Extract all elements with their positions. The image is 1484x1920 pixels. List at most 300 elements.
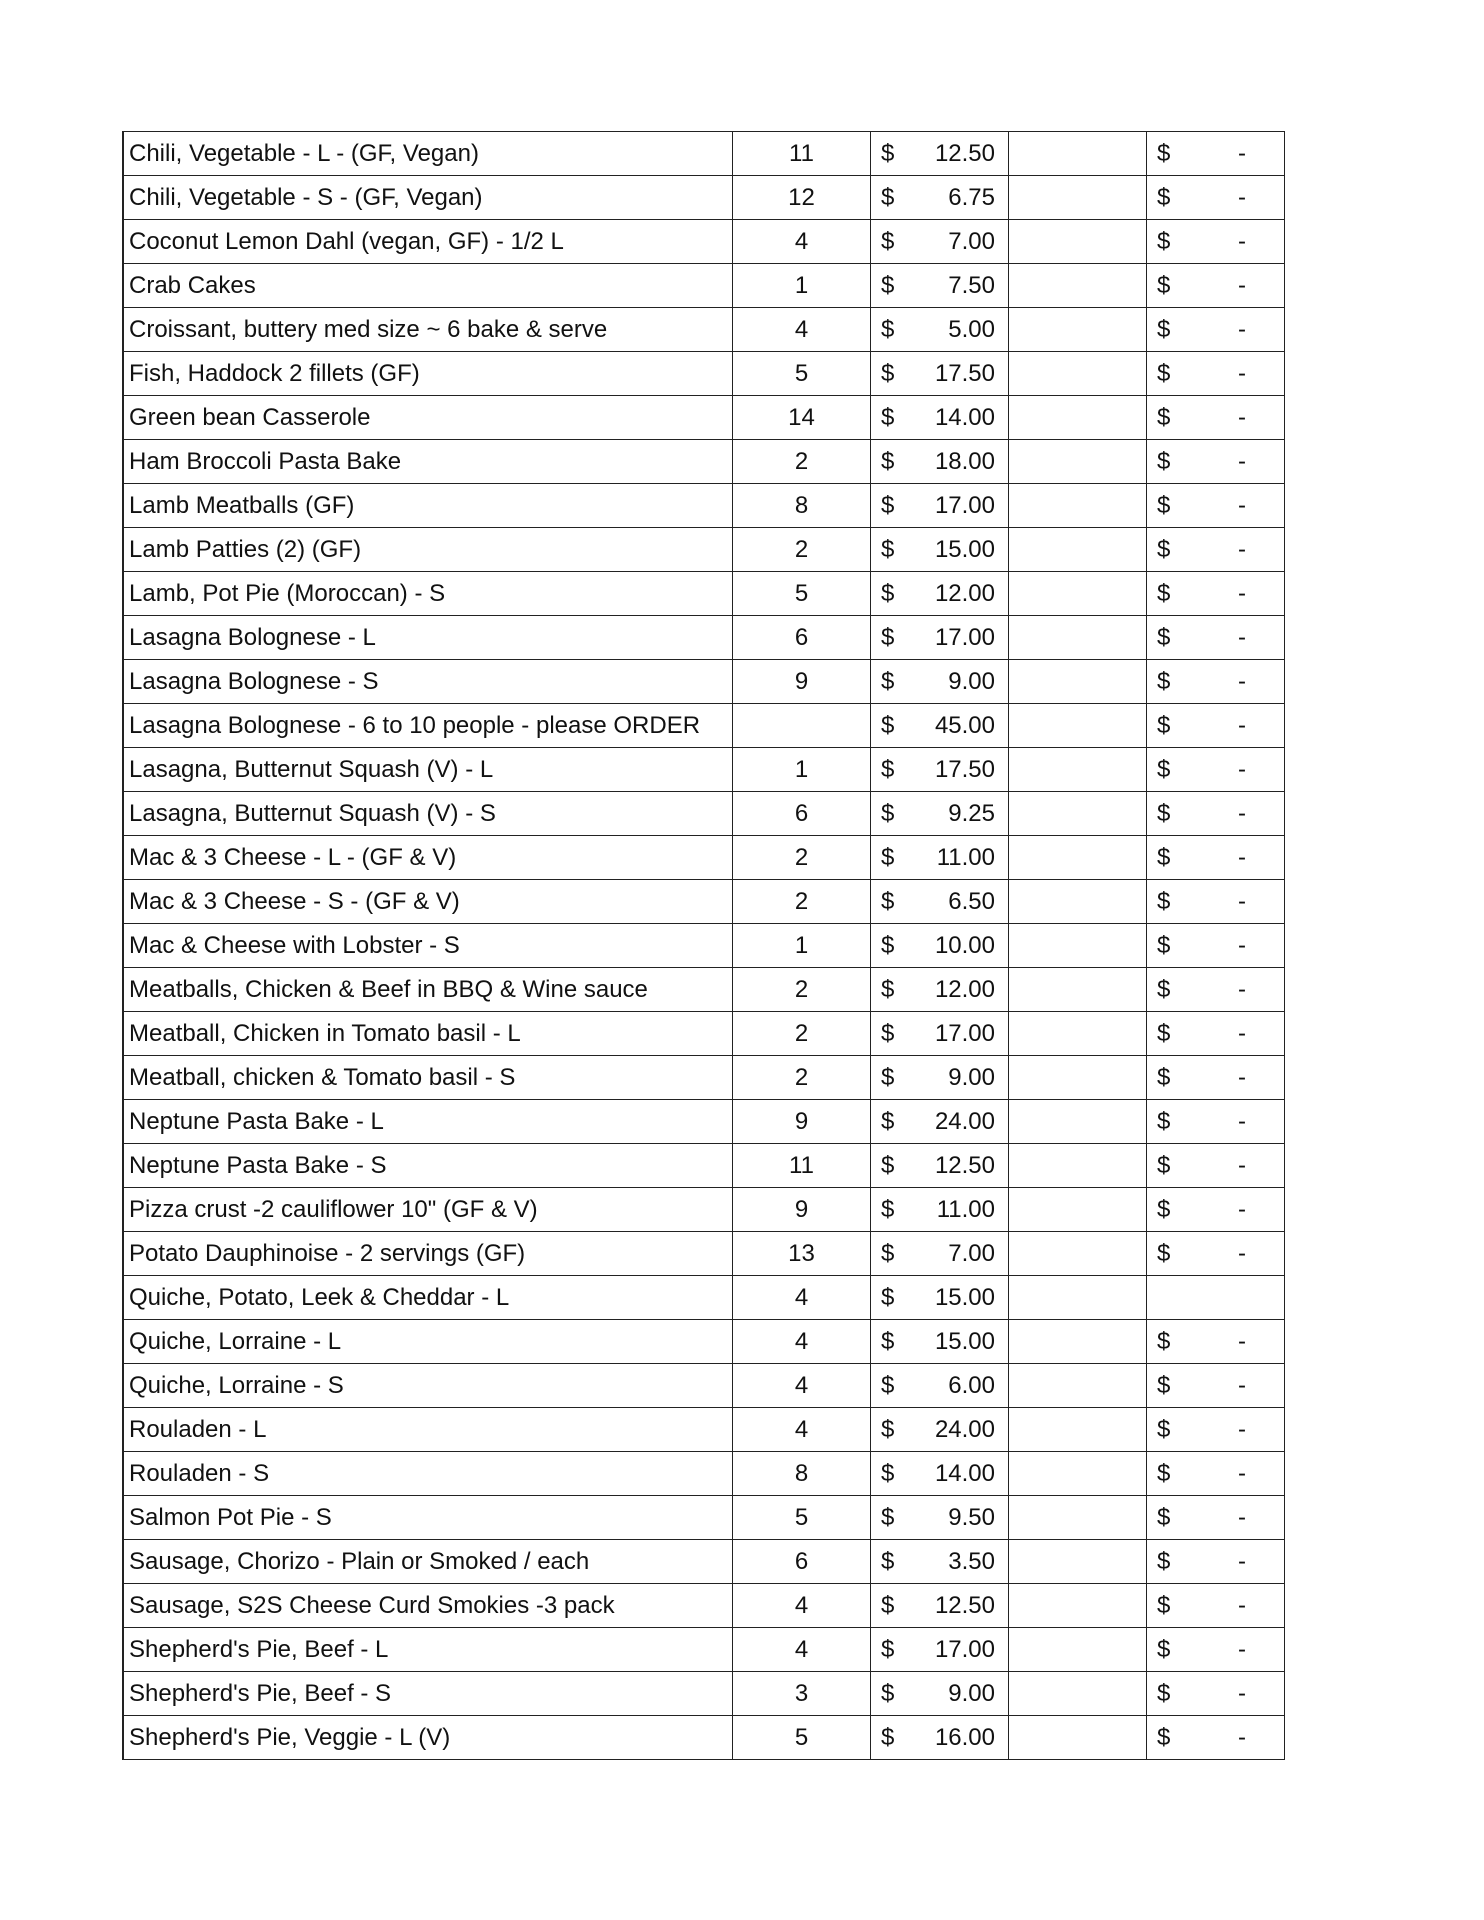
line-total-value: - <box>1238 712 1246 739</box>
quantity-cell: 4 <box>733 1584 871 1628</box>
menu-price-table <box>122 131 1285 1760</box>
price-cell <box>871 1012 1009 1056</box>
order-quantity-cell[interactable] <box>1009 836 1147 880</box>
table-row <box>123 1496 1285 1540</box>
currency-symbol: $ <box>1157 1328 1171 1355</box>
line-total-value: - <box>1238 1724 1246 1751</box>
currency-symbol: $ <box>881 228 895 255</box>
currency-symbol: $ <box>881 1152 895 1179</box>
currency-symbol: $ <box>1157 1504 1171 1531</box>
item-name-cell: Potato Dauphinoise - 2 servings (GF) <box>123 1232 733 1276</box>
order-quantity-cell[interactable] <box>1009 660 1147 704</box>
line-total-value: - <box>1238 668 1246 695</box>
price-cell <box>871 836 1009 880</box>
quantity-cell: 2 <box>733 1012 871 1056</box>
currency-symbol: $ <box>1157 1460 1171 1487</box>
line-total-value: - <box>1238 1152 1246 1179</box>
quantity-cell: 4 <box>733 1408 871 1452</box>
order-quantity-cell[interactable] <box>1009 1584 1147 1628</box>
table-row <box>123 1716 1285 1760</box>
currency-symbol: $ <box>1157 404 1171 431</box>
price-cell <box>871 880 1009 924</box>
line-total-value: - <box>1238 1372 1246 1399</box>
currency-symbol: $ <box>1157 1020 1171 1047</box>
quantity-cell: 6 <box>733 1540 871 1584</box>
item-name-cell: Lamb Patties (2) (GF) <box>123 528 733 572</box>
quantity-cell: 8 <box>733 1452 871 1496</box>
price-cell <box>871 528 1009 572</box>
currency-symbol: $ <box>1157 580 1171 607</box>
price-amount: 7.00 <box>948 228 995 255</box>
line-total-value: - <box>1238 1548 1246 1575</box>
order-quantity-cell[interactable] <box>1009 1056 1147 1100</box>
table-row <box>123 352 1285 396</box>
quantity-cell: 6 <box>733 792 871 836</box>
quantity-cell: 5 <box>733 352 871 396</box>
order-quantity-cell[interactable] <box>1009 1320 1147 1364</box>
quantity-cell: 1 <box>733 924 871 968</box>
quantity-cell: 2 <box>733 528 871 572</box>
line-total-cell <box>1147 1144 1285 1188</box>
line-total-value: - <box>1238 1196 1246 1223</box>
line-total-value: - <box>1238 1240 1246 1267</box>
line-total-cell <box>1147 1628 1285 1672</box>
order-quantity-cell[interactable] <box>1009 1232 1147 1276</box>
line-total-cell <box>1147 1716 1285 1760</box>
price-amount: 6.75 <box>948 184 995 211</box>
order-quantity-cell[interactable] <box>1009 1716 1147 1760</box>
line-total-value: - <box>1238 184 1246 211</box>
line-total-cell <box>1147 924 1285 968</box>
line-total-value: - <box>1238 800 1246 827</box>
price-amount: 15.00 <box>934 536 995 563</box>
order-quantity-cell[interactable] <box>1009 176 1147 220</box>
line-total-cell <box>1147 836 1285 880</box>
price-amount: 6.50 <box>948 888 995 915</box>
table-row <box>123 1012 1285 1056</box>
order-quantity-cell[interactable] <box>1009 572 1147 616</box>
price-cell <box>871 1320 1009 1364</box>
currency-symbol: $ <box>881 1372 895 1399</box>
price-cell <box>871 1056 1009 1100</box>
price-cell <box>871 264 1009 308</box>
currency-symbol: $ <box>881 448 895 475</box>
quantity-cell: 4 <box>733 1320 871 1364</box>
currency-symbol: $ <box>881 184 895 211</box>
price-amount: 14.00 <box>934 404 995 431</box>
currency-symbol: $ <box>881 580 895 607</box>
table-row <box>123 792 1285 836</box>
line-total-value: - <box>1238 492 1246 519</box>
table-row <box>123 484 1285 528</box>
price-cell <box>871 1628 1009 1672</box>
price-amount: 16.00 <box>934 1724 995 1751</box>
quantity-cell: 1 <box>733 264 871 308</box>
line-total-value: - <box>1238 580 1246 607</box>
currency-symbol: $ <box>1157 228 1171 255</box>
price-amount: 17.00 <box>934 492 995 519</box>
line-total-cell <box>1147 968 1285 1012</box>
line-total-cell <box>1147 880 1285 924</box>
currency-symbol: $ <box>1157 1240 1171 1267</box>
currency-symbol: $ <box>1157 1152 1171 1179</box>
order-quantity-cell[interactable] <box>1009 1628 1147 1672</box>
line-total-value: - <box>1238 756 1246 783</box>
currency-symbol: $ <box>1157 1592 1171 1619</box>
currency-symbol: $ <box>881 1328 895 1355</box>
price-amount: 9.25 <box>948 800 995 827</box>
currency-symbol: $ <box>1157 668 1171 695</box>
item-name-cell: Quiche, Lorraine - L <box>123 1320 733 1364</box>
quantity-cell <box>733 704 871 748</box>
quantity-cell: 9 <box>733 1188 871 1232</box>
currency-symbol: $ <box>881 1020 895 1047</box>
currency-symbol: $ <box>1157 756 1171 783</box>
line-total-value: - <box>1238 448 1246 475</box>
order-quantity-cell[interactable] <box>1009 880 1147 924</box>
price-cell <box>871 1496 1009 1540</box>
line-total-value: - <box>1238 1504 1246 1531</box>
currency-symbol: $ <box>881 1196 895 1223</box>
line-total-value: - <box>1238 316 1246 343</box>
price-amount: 9.00 <box>948 1680 995 1707</box>
price-amount: 14.00 <box>934 1460 995 1487</box>
currency-symbol: $ <box>881 1240 895 1267</box>
item-name-cell: Croissant, buttery med size ~ 6 bake & serve <box>123 308 733 352</box>
order-quantity-cell[interactable] <box>1009 1012 1147 1056</box>
order-quantity-cell[interactable] <box>1009 1540 1147 1584</box>
currency-symbol: $ <box>1157 316 1171 343</box>
item-name-cell: Coconut Lemon Dahl (vegan, GF) - 1/2 L <box>123 220 733 264</box>
table-row <box>123 1144 1285 1188</box>
quantity-cell: 2 <box>733 1056 871 1100</box>
order-quantity-cell[interactable] <box>1009 220 1147 264</box>
line-total-value: - <box>1238 228 1246 255</box>
quantity-cell: 5 <box>733 1496 871 1540</box>
table-row <box>123 1672 1285 1716</box>
price-amount: 17.50 <box>934 756 995 783</box>
table-row <box>123 1276 1285 1320</box>
item-name-cell: Rouladen - L <box>123 1408 733 1452</box>
item-name-cell: Shepherd's Pie, Beef - S <box>123 1672 733 1716</box>
price-cell <box>871 792 1009 836</box>
quantity-cell: 9 <box>733 1100 871 1144</box>
table-row <box>123 1408 1285 1452</box>
order-quantity-cell[interactable] <box>1009 132 1147 176</box>
currency-symbol: $ <box>881 756 895 783</box>
currency-symbol: $ <box>1157 844 1171 871</box>
price-amount: 12.50 <box>934 1592 995 1619</box>
currency-symbol: $ <box>881 800 895 827</box>
currency-symbol: $ <box>881 1636 895 1663</box>
line-total-cell <box>1147 1232 1285 1276</box>
price-cell <box>871 924 1009 968</box>
line-total-cell <box>1147 264 1285 308</box>
item-name-cell: Quiche, Potato, Leek & Cheddar - L <box>123 1276 733 1320</box>
line-total-cell <box>1147 792 1285 836</box>
currency-symbol: $ <box>881 140 895 167</box>
order-quantity-cell[interactable] <box>1009 1452 1147 1496</box>
line-total-value: - <box>1238 360 1246 387</box>
price-cell <box>871 616 1009 660</box>
currency-symbol: $ <box>881 932 895 959</box>
price-amount: 12.50 <box>934 140 995 167</box>
currency-symbol: $ <box>881 360 895 387</box>
line-total-cell <box>1147 704 1285 748</box>
currency-symbol: $ <box>881 844 895 871</box>
item-name-cell: Crab Cakes <box>123 264 733 308</box>
item-name-cell: Chili, Vegetable - L - (GF, Vegan) <box>123 132 733 176</box>
item-name-cell: Meatballs, Chicken & Beef in BBQ & Wine sauce <box>123 968 733 1012</box>
currency-symbol: $ <box>1157 448 1171 475</box>
order-quantity-cell[interactable] <box>1009 1100 1147 1144</box>
currency-symbol: $ <box>881 1108 895 1135</box>
price-amount: 17.50 <box>934 360 995 387</box>
item-name-cell: Ham Broccoli Pasta Bake <box>123 440 733 484</box>
currency-symbol: $ <box>881 712 895 739</box>
order-quantity-cell[interactable] <box>1009 1276 1147 1320</box>
order-quantity-cell[interactable] <box>1009 1188 1147 1232</box>
currency-symbol: $ <box>881 536 895 563</box>
price-amount: 7.50 <box>948 272 995 299</box>
price-cell <box>871 308 1009 352</box>
order-quantity-cell[interactable] <box>1009 1408 1147 1452</box>
currency-symbol: $ <box>881 1548 895 1575</box>
line-total-cell <box>1147 484 1285 528</box>
table-row <box>123 704 1285 748</box>
price-cell <box>871 176 1009 220</box>
line-total-value: - <box>1238 888 1246 915</box>
line-total-value: - <box>1238 624 1246 651</box>
item-name-cell: Mac & Cheese with Lobster - S <box>123 924 733 968</box>
line-total-cell <box>1147 1188 1285 1232</box>
currency-symbol: $ <box>1157 624 1171 651</box>
currency-symbol: $ <box>1157 1372 1171 1399</box>
order-quantity-cell[interactable] <box>1009 704 1147 748</box>
quantity-cell: 2 <box>733 968 871 1012</box>
table-row <box>123 968 1285 1012</box>
price-amount: 24.00 <box>934 1416 995 1443</box>
price-cell <box>871 1672 1009 1716</box>
currency-symbol: $ <box>1157 1108 1171 1135</box>
price-cell <box>871 220 1009 264</box>
price-amount: 9.00 <box>948 1064 995 1091</box>
order-quantity-cell[interactable] <box>1009 396 1147 440</box>
item-name-cell: Meatball, chicken & Tomato basil - S <box>123 1056 733 1100</box>
line-total-value: - <box>1238 1636 1246 1663</box>
quantity-cell: 4 <box>733 308 871 352</box>
price-amount: 17.00 <box>934 1636 995 1663</box>
order-quantity-cell[interactable] <box>1009 1144 1147 1188</box>
currency-symbol: $ <box>881 1284 895 1311</box>
order-quantity-cell[interactable] <box>1009 968 1147 1012</box>
item-name-cell: Quiche, Lorraine - S <box>123 1364 733 1408</box>
table-row <box>123 396 1285 440</box>
line-total-value: - <box>1238 1680 1246 1707</box>
price-cell <box>871 132 1009 176</box>
price-cell <box>871 484 1009 528</box>
line-total-cell <box>1147 1276 1285 1320</box>
line-total-cell <box>1147 352 1285 396</box>
line-total-value: - <box>1238 1416 1246 1443</box>
order-quantity-cell[interactable] <box>1009 484 1147 528</box>
quantity-cell: 5 <box>733 1716 871 1760</box>
price-amount: 11.00 <box>936 844 995 871</box>
table-row <box>123 308 1285 352</box>
line-total-cell <box>1147 1584 1285 1628</box>
line-total-cell <box>1147 660 1285 704</box>
item-name-cell: Neptune Pasta Bake - L <box>123 1100 733 1144</box>
price-amount: 3.50 <box>948 1548 995 1575</box>
currency-symbol: $ <box>881 404 895 431</box>
price-amount: 17.00 <box>934 624 995 651</box>
line-total-value: - <box>1238 272 1246 299</box>
price-cell <box>871 1716 1009 1760</box>
price-amount: 15.00 <box>934 1328 995 1355</box>
table-row <box>123 1452 1285 1496</box>
price-amount: 12.00 <box>934 580 995 607</box>
line-total-value: - <box>1238 976 1246 1003</box>
item-name-cell: Neptune Pasta Bake - S <box>123 1144 733 1188</box>
currency-symbol: $ <box>1157 932 1171 959</box>
menu-table-body <box>123 132 1285 1760</box>
order-quantity-cell[interactable] <box>1009 616 1147 660</box>
currency-symbol: $ <box>1157 360 1171 387</box>
line-total-value: - <box>1238 1592 1246 1619</box>
price-cell <box>871 968 1009 1012</box>
currency-symbol: $ <box>881 1592 895 1619</box>
price-amount: 15.00 <box>934 1284 995 1311</box>
currency-symbol: $ <box>881 1064 895 1091</box>
currency-symbol: $ <box>881 1416 895 1443</box>
line-total-cell <box>1147 396 1285 440</box>
line-total-cell <box>1147 176 1285 220</box>
table-row <box>123 1056 1285 1100</box>
table-row <box>123 1188 1285 1232</box>
table-row <box>123 132 1285 176</box>
price-amount: 12.00 <box>934 976 995 1003</box>
table-row <box>123 1364 1285 1408</box>
quantity-cell: 2 <box>733 880 871 924</box>
table-row <box>123 748 1285 792</box>
line-total-cell <box>1147 1496 1285 1540</box>
item-name-cell: Lamb, Pot Pie (Moroccan) - S <box>123 572 733 616</box>
table-row <box>123 1100 1285 1144</box>
currency-symbol: $ <box>881 888 895 915</box>
currency-symbol: $ <box>1157 492 1171 519</box>
line-total-value: - <box>1238 140 1246 167</box>
currency-symbol: $ <box>881 272 895 299</box>
currency-symbol: $ <box>881 1460 895 1487</box>
line-total-cell <box>1147 528 1285 572</box>
item-name-cell: Fish, Haddock 2 fillets (GF) <box>123 352 733 396</box>
table-row <box>123 220 1285 264</box>
price-cell <box>871 1276 1009 1320</box>
order-quantity-cell[interactable] <box>1009 792 1147 836</box>
quantity-cell: 9 <box>733 660 871 704</box>
currency-symbol: $ <box>1157 1196 1171 1223</box>
order-quantity-cell[interactable] <box>1009 1496 1147 1540</box>
order-quantity-cell[interactable] <box>1009 352 1147 396</box>
quantity-cell: 4 <box>733 1276 871 1320</box>
currency-symbol: $ <box>1157 536 1171 563</box>
currency-symbol: $ <box>1157 1548 1171 1575</box>
line-total-cell <box>1147 1100 1285 1144</box>
table-row <box>123 572 1285 616</box>
quantity-cell: 13 <box>733 1232 871 1276</box>
currency-symbol: $ <box>1157 1724 1171 1751</box>
quantity-cell: 8 <box>733 484 871 528</box>
currency-symbol: $ <box>1157 712 1171 739</box>
line-total-value: - <box>1238 1020 1246 1047</box>
price-cell <box>871 572 1009 616</box>
order-quantity-cell[interactable] <box>1009 440 1147 484</box>
currency-symbol: $ <box>1157 140 1171 167</box>
item-name-cell: Green bean Casserole <box>123 396 733 440</box>
order-quantity-cell[interactable] <box>1009 528 1147 572</box>
item-name-cell: Sausage, S2S Cheese Curd Smokies -3 pack <box>123 1584 733 1628</box>
item-name-cell: Lasagna, Butternut Squash (V) - L <box>123 748 733 792</box>
item-name-cell: Rouladen - S <box>123 1452 733 1496</box>
item-name-cell: Shepherd's Pie, Beef - L <box>123 1628 733 1672</box>
currency-symbol: $ <box>1157 184 1171 211</box>
order-quantity-cell[interactable] <box>1009 1364 1147 1408</box>
table-row <box>123 616 1285 660</box>
quantity-cell: 4 <box>733 1364 871 1408</box>
line-total-value: - <box>1238 844 1246 871</box>
quantity-cell: 3 <box>733 1672 871 1716</box>
line-total-cell <box>1147 1540 1285 1584</box>
quantity-cell: 2 <box>733 836 871 880</box>
currency-symbol: $ <box>1157 272 1171 299</box>
currency-symbol: $ <box>881 1680 895 1707</box>
price-amount: 9.00 <box>948 668 995 695</box>
price-cell <box>871 1364 1009 1408</box>
price-cell <box>871 1540 1009 1584</box>
item-name-cell: Lasagna, Butternut Squash (V) - S <box>123 792 733 836</box>
order-quantity-cell[interactable] <box>1009 1672 1147 1716</box>
quantity-cell: 5 <box>733 572 871 616</box>
table-row <box>123 880 1285 924</box>
price-amount: 9.50 <box>948 1504 995 1531</box>
line-total-cell <box>1147 1672 1285 1716</box>
order-quantity-cell[interactable] <box>1009 748 1147 792</box>
currency-symbol: $ <box>1157 1064 1171 1091</box>
line-total-value: - <box>1238 1328 1246 1355</box>
table-row <box>123 528 1285 572</box>
price-amount: 12.50 <box>934 1152 995 1179</box>
order-quantity-cell[interactable] <box>1009 308 1147 352</box>
quantity-cell: 6 <box>733 616 871 660</box>
line-total-cell <box>1147 132 1285 176</box>
order-quantity-cell[interactable] <box>1009 924 1147 968</box>
line-total-value: - <box>1238 536 1246 563</box>
currency-symbol: $ <box>881 1504 895 1531</box>
price-cell <box>871 352 1009 396</box>
price-amount: 6.00 <box>948 1372 995 1399</box>
line-total-value: - <box>1238 1064 1246 1091</box>
order-quantity-cell[interactable] <box>1009 264 1147 308</box>
item-name-cell: Salmon Pot Pie - S <box>123 1496 733 1540</box>
item-name-cell: Shepherd's Pie, Veggie - L (V) <box>123 1716 733 1760</box>
price-amount: 24.00 <box>934 1108 995 1135</box>
price-cell <box>871 1408 1009 1452</box>
item-name-cell: Lasagna Bolognese - S <box>123 660 733 704</box>
table-row <box>123 924 1285 968</box>
item-name-cell: Lamb Meatballs (GF) <box>123 484 733 528</box>
line-total-cell <box>1147 1452 1285 1496</box>
line-total-cell <box>1147 1056 1285 1100</box>
